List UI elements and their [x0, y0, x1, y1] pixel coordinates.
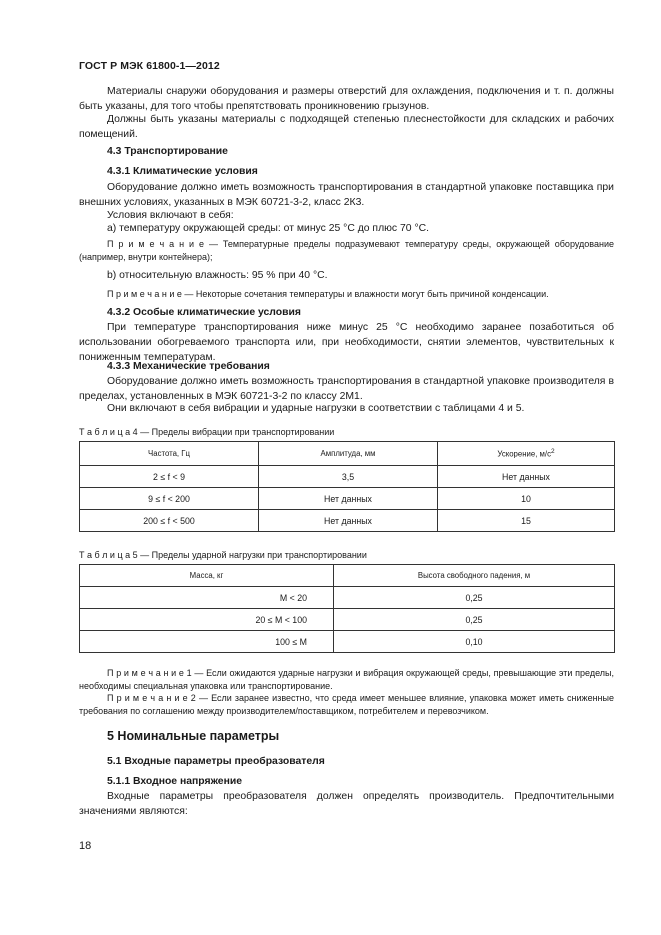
note-text: — Некоторые сочетания температуры и влажности могут быть причиной конденсации. [181, 289, 549, 299]
note-temperature [79, 238, 614, 264]
table-header-cell: Частота, Гц [80, 442, 259, 466]
paragraph-input-params: Входные параметры преобразователя должен определять производитель. Предпочтительными значениями являются: [79, 791, 614, 817]
table-cell: 9 ≤ f < 200 [80, 488, 259, 510]
note-label: П р и м е ч а н и е [107, 239, 204, 249]
table4-label: Т а б л и ц а 4 [79, 427, 138, 437]
table-cell: Нет данных [259, 510, 438, 532]
table-cell: M < 20 [80, 587, 334, 609]
table5-label: Т а б л и ц а 5 [79, 550, 138, 560]
paragraph-low-temp: При температуре транспортирования ниже минус 25 °С необходимо заранее позаботиться об использовании обогреваемого транспорта или, при необходимости, снятии элементов, чувствительных к пониженным температурам. [79, 322, 614, 363]
section-5-1-title: 5.1 Входные параметры преобразователя [107, 756, 325, 767]
table-row [80, 488, 615, 510]
table5-caption-text: — Пределы ударной нагрузки при транспортировании [137, 550, 367, 560]
table-vibration [79, 441, 615, 532]
table-cell: 0,10 [334, 631, 615, 653]
item-a-temperature: a) температуру окружающей среды: от минус 25 °С до плюс 70 °С. [107, 223, 429, 234]
table-header-row [80, 565, 615, 587]
note-label: П р и м е ч а н и е 2 [107, 693, 196, 703]
section-4-3-1-title: 4.3.1 Климатические условия [107, 166, 258, 177]
table-cell: 100 ≤ M [80, 631, 334, 653]
section-5-1-1-title: 5.1.1 Входное напряжение [107, 776, 243, 787]
table-cell: 200 ≤ f < 500 [80, 510, 259, 532]
paragraph-rodents: Материалы снаружи оборудования и размеры отверстий для охлаждения, подключения и т. п. должны быть указаны, для того чтобы препятствовать проникновению грызунов. [79, 86, 614, 112]
section-4-3-3-title: 4.3.3 Механические требования [107, 361, 270, 372]
table-row [80, 587, 615, 609]
table-row [80, 510, 615, 532]
table-header-cell [438, 442, 615, 466]
table-row [80, 631, 615, 653]
note-label: П р и м е ч а н и е 1 [107, 668, 192, 678]
table4-caption-text: — Пределы вибрации при транспортировании [137, 427, 335, 437]
paragraph-mold: Должны быть указаны материалы с подходящей степенью плеснестойкости для складских и рабочих помещений. [79, 114, 614, 140]
table-cell: Нет данных [438, 466, 615, 488]
table-row [80, 466, 615, 488]
table-cell: 20 ≤ M < 100 [80, 609, 334, 631]
note-label: П р и м е ч а н и е [107, 289, 182, 299]
table-cell: 15 [438, 510, 615, 532]
table-cell: 3,5 [259, 466, 438, 488]
section-5-title: 5 Номинальные параметры [107, 729, 280, 743]
header-superscript: 2 [550, 448, 555, 456]
table-shock [79, 564, 615, 653]
note-text: — Если заранее известно, что среда имеет меньшее влияние, упаковка может иметь сниженные требования по соглашению между производителем/поставщиком, потребителем и перевозчиком. [79, 693, 614, 716]
paragraph-climate: Оборудование должно иметь возможность транспортирования в стандартной упаковке поставщика при внешних условиях, указанных в МЭК 60721-3-2, класс 2К3. [79, 182, 614, 208]
note-text: — Температурные пределы подразумевают температуру среды, окружающей оборудование (например, внутри контейнера); [79, 239, 614, 262]
table-header-cell: Амплитуда, мм [259, 442, 438, 466]
table-header-row [80, 442, 615, 466]
header-text: Ускорение, м/с [497, 449, 551, 459]
table4-caption [79, 427, 334, 437]
table5-caption [79, 550, 367, 560]
paragraph-conditions: Условия включают в себя: [107, 210, 234, 221]
note-text: — Если ожидаются ударные нагрузки и вибрация окружающей среды, превышающие эти пределы, необходимы специальная упаковка или транспортирование. [79, 668, 614, 691]
table-cell: 0,25 [334, 587, 615, 609]
section-4-3-title: 4.3 Транспортирование [107, 146, 228, 157]
table-header-cell: Высота свободного падения, м [334, 565, 615, 587]
note-1-packaging [79, 667, 614, 693]
document-header: ГОСТ Р МЭК 61800-1—2012 [79, 60, 220, 72]
table-cell: 2 ≤ f < 9 [80, 466, 259, 488]
table-cell: 10 [438, 488, 615, 510]
table-cell: 0,25 [334, 609, 615, 631]
paragraph-mechanical: Оборудование должно иметь возможность транспортирования в стандартной упаковке производителя в пределах, установленных в МЭК 60721-3-2 по классу 2М1. [79, 376, 614, 402]
paragraph-tables-ref: Они включают в себя вибрации и ударные нагрузки в соответствии с таблицами 4 и 5. [107, 403, 525, 414]
table-row [80, 609, 615, 631]
table-cell: Нет данных [259, 488, 438, 510]
table-header-cell: Масса, кг [80, 565, 334, 587]
page-number: 18 [79, 840, 92, 852]
section-4-3-2-title: 4.3.2 Особые климатические условия [107, 307, 301, 318]
note-condensation [79, 288, 614, 301]
note-2-packaging [79, 692, 614, 718]
item-b-humidity: b) относительную влажность: 95 % при 40 °С. [107, 270, 328, 281]
